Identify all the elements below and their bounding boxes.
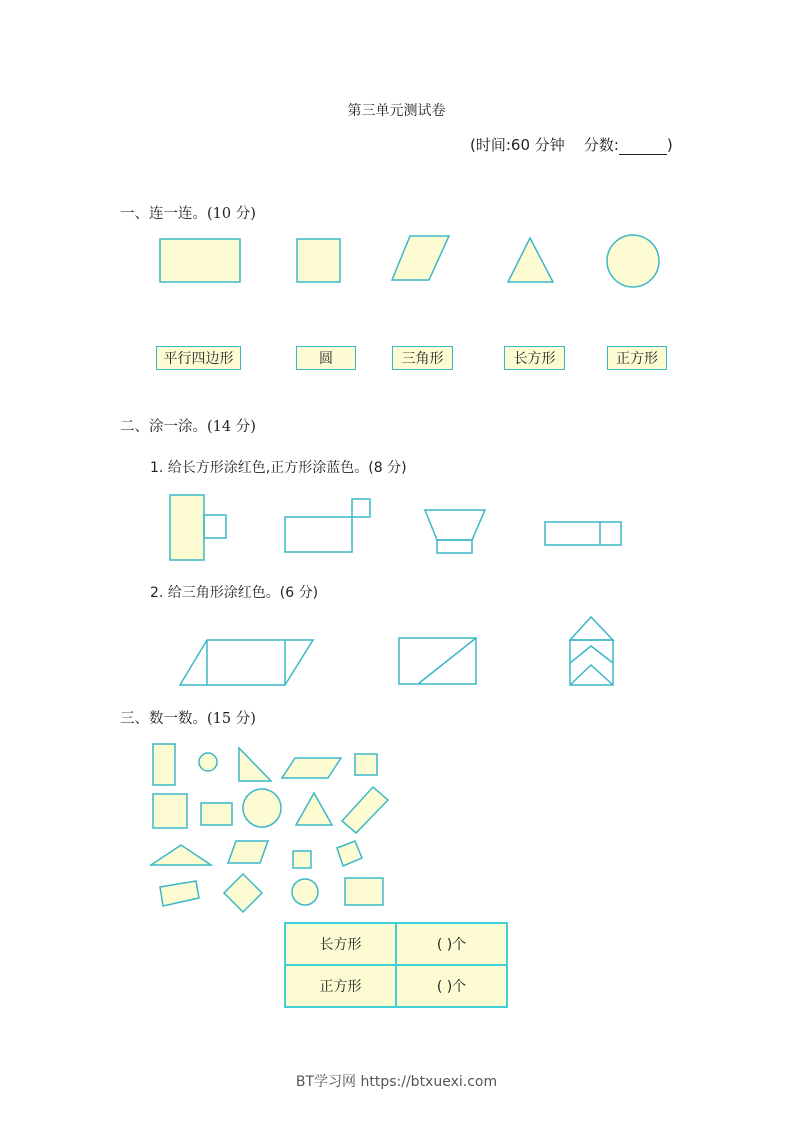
label-parallelogram[interactable]: 平行四边形 bbox=[156, 346, 241, 370]
s2-figure-7[interactable] bbox=[570, 617, 613, 685]
section1-heading: 一、连一连。(10 分) bbox=[120, 206, 256, 222]
time-label: (时间:60 分钟 bbox=[470, 136, 565, 154]
table-row bbox=[285, 965, 507, 1007]
s3-shapes bbox=[151, 744, 388, 912]
table-row bbox=[285, 923, 507, 965]
s2-figure-6[interactable] bbox=[399, 638, 476, 684]
footer-watermark: BT学习网 https://btxuexi.com bbox=[295, 1074, 498, 1090]
answer-cell[interactable]: ( )个 bbox=[396, 923, 507, 965]
count-table bbox=[284, 922, 508, 1008]
s2-figure-5[interactable] bbox=[180, 640, 313, 685]
section2-heading: 二、涂一涂。(14 分) bbox=[120, 419, 256, 435]
s2-figure-2[interactable] bbox=[285, 499, 370, 552]
label-square[interactable]: 正方形 bbox=[607, 346, 667, 370]
shape-cell: 长方形 bbox=[285, 923, 396, 965]
s2-figure-3[interactable] bbox=[425, 510, 485, 553]
shape-cell: 正方形 bbox=[285, 965, 396, 1007]
answer-cell[interactable]: ( )个 bbox=[396, 965, 507, 1007]
label-triangle[interactable]: 三角形 bbox=[392, 346, 453, 370]
close-paren: ) bbox=[666, 136, 673, 154]
s2-figure-4[interactable] bbox=[545, 522, 621, 545]
label-circle[interactable]: 圆 bbox=[296, 346, 356, 370]
s1-square[interactable] bbox=[297, 239, 340, 282]
section2-q1: 1. 给长方形涂红色,正方形涂蓝色。(8 分) bbox=[150, 460, 407, 476]
section3-heading: 三、数一数。(15 分) bbox=[120, 711, 256, 727]
s1-parallelogram[interactable] bbox=[392, 236, 449, 280]
label-rectangle[interactable]: 长方形 bbox=[504, 346, 565, 370]
s1-triangle[interactable] bbox=[508, 238, 553, 282]
s1-rectangle[interactable] bbox=[160, 239, 240, 282]
page-title: 第三单元测试卷 bbox=[347, 103, 446, 119]
section2-q2: 2. 给三角形涂红色。(6 分) bbox=[150, 585, 319, 601]
s2-figure-1[interactable] bbox=[170, 495, 226, 560]
s1-circle[interactable] bbox=[607, 235, 659, 287]
score-label: 分数: bbox=[583, 136, 619, 154]
